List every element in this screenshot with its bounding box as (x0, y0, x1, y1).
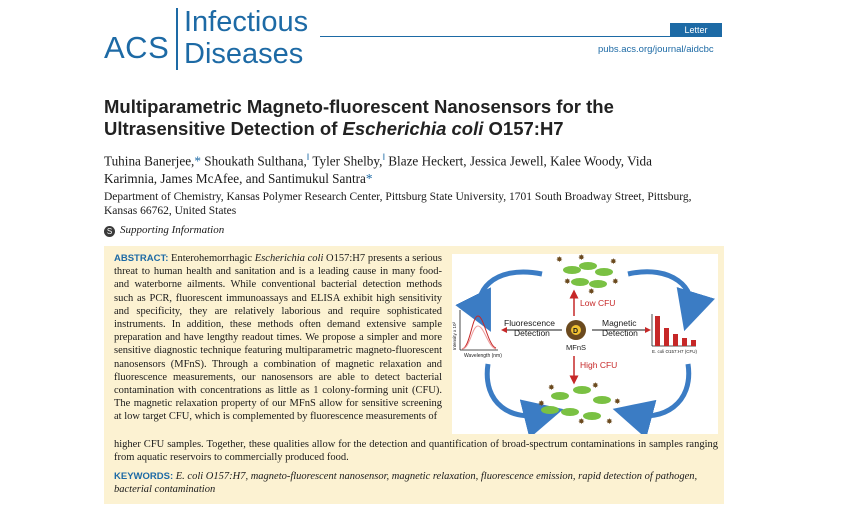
abstract-text-a: Enterohemorrhagic (168, 253, 255, 264)
author-name[interactable]: Tuhina Banerjee, (104, 153, 195, 169)
corresponding-mark: * (194, 153, 201, 169)
bar-x-label: E. coli O157:H7 (CFU) (652, 349, 698, 354)
affiliation-mark: ‖ (306, 152, 310, 162)
journal-name-line1: Infectious (184, 6, 309, 38)
article-title (104, 96, 724, 140)
svg-text:✸: ✸ (612, 277, 619, 286)
abstract-text-b: O157:H7 presents a serious threat to human health and sanitation and is a leading cause in many food- and waterborne ailments. While conventional bacterial detection methods such as PCR, fluorescent immunoassays and ELISA exhibit high sensitivity and specificity, they are relatively laborious and require sophisticated instruments. In addition, these methods often demand extensive sample preparation and have lengthy readout times. We propose a simpler and more sensitive diagnostic technique featuring multiparametric magneto-fluorescent nanosensors (MFnS). Through a combination of magnetic relaxation and fluorescence measurements, our nanosensors are able to detect bacterial contamination with concentrations as little as 1 colony-forming unit (CFU). The magnetic relaxation property of our MFnS allow for sensitive screening at low target CFU, which is complemented by fluorescence measurements of (114, 253, 443, 423)
spectrum-x-label: Wavelength (nm) (464, 353, 502, 359)
svg-text:✸: ✸ (556, 255, 563, 264)
cycle-arrow-bottom-right (632, 364, 689, 416)
abstract-text-italic: Escherichia coli (254, 253, 324, 264)
svg-text:✸: ✸ (578, 254, 585, 262)
title-part1: Multiparametric Magneto-fluorescent Nanosensors for the Ultrasensitive Detection of (104, 96, 614, 139)
affiliation: Department of Chemistry, Kansas Polymer Research Center, Pittsburg State University, 1701 South Broadway Street, Pittsburg, Kansas 66762, United States (104, 191, 692, 217)
svg-text:✸: ✸ (588, 287, 595, 296)
logo-divider (176, 8, 178, 70)
magnetic-label-line1: Magnetic (602, 318, 637, 328)
low-cfu-label: Low CFU (580, 298, 616, 308)
fluorescence-label-line2: Detection (514, 328, 550, 338)
mfns-label: MFnS (566, 343, 587, 352)
high-cfu-label: High CFU (580, 360, 618, 370)
keywords (114, 470, 718, 496)
toc-graphic-svg (452, 254, 718, 434)
svg-text:✸: ✸ (548, 383, 555, 392)
magnetic-bar-plot (652, 314, 698, 354)
keywords-label: KEYWORDS: (114, 471, 174, 482)
svg-text:✸: ✸ (578, 417, 585, 426)
abstract-label: ABSTRACT: (114, 253, 169, 264)
journal-name-line2: Diseases (184, 38, 304, 70)
journal-acs-logo: ACS (104, 30, 170, 65)
supporting-info-icon[interactable]: S (104, 226, 115, 237)
bacteria-cluster-bottom (538, 381, 621, 426)
journal-url-link[interactable]: pubs.acs.org/journal/aidcbc (598, 44, 714, 55)
affiliation-mark: ‖ (382, 152, 385, 162)
fluorescence-label-line1: Fluorescence (504, 318, 556, 328)
svg-text:D: D (573, 328, 579, 335)
cycle-arrow-bottom-left (487, 364, 544, 416)
keywords-text: E. coli O157:H7, magneto-fluorescent nanosensor, magnetic relaxation, fluorescence emission, rapid detection of pathogen, bacterial contamination (114, 471, 698, 496)
svg-text:✸: ✸ (592, 381, 599, 390)
article-type-badge: Letter (670, 23, 722, 37)
corresponding-mark: * (365, 171, 373, 187)
cycle-arrow-top-right (628, 272, 691, 312)
svg-text:✸: ✸ (610, 257, 617, 266)
header-rule (320, 36, 720, 37)
svg-text:✸: ✸ (538, 399, 545, 408)
toc-graphic (452, 254, 718, 434)
author-name[interactable]: Shoukath Sulthana, (204, 153, 307, 169)
mfns-particle (566, 320, 586, 340)
abstract-text (114, 252, 442, 424)
author-name[interactable]: Blaze Heckert, Jessica Jewell, Kalee Woody, Vida Karimnia, James McAfee, and Santimukul Santra (104, 153, 653, 187)
supporting-info-link[interactable]: Supporting Information (120, 224, 225, 236)
title-part2: O157:H7 (483, 118, 564, 139)
svg-text:✸: ✸ (564, 277, 571, 286)
title-italic: Escherichia coli (342, 118, 484, 139)
magnetic-label-line2: Detection (602, 328, 638, 338)
cycle-arrow-top-left (480, 272, 543, 314)
author-list (104, 148, 704, 188)
bacteria-cluster-top (556, 254, 619, 296)
abstract-text-continued: higher CFU samples. Together, these qualities allow for the detection and quantification of broad-spectrum contaminations in samples ranging from aquatic reservoirs to commercially produced food. (114, 439, 718, 464)
svg-text:✸: ✸ (614, 397, 621, 406)
svg-text:✸: ✸ (606, 417, 613, 426)
spectrum-y-label: Intensity x 10³ (452, 321, 457, 350)
fluorescence-spectrum-plot (452, 310, 502, 359)
author-name[interactable]: Tyler Shelby, (312, 153, 383, 169)
